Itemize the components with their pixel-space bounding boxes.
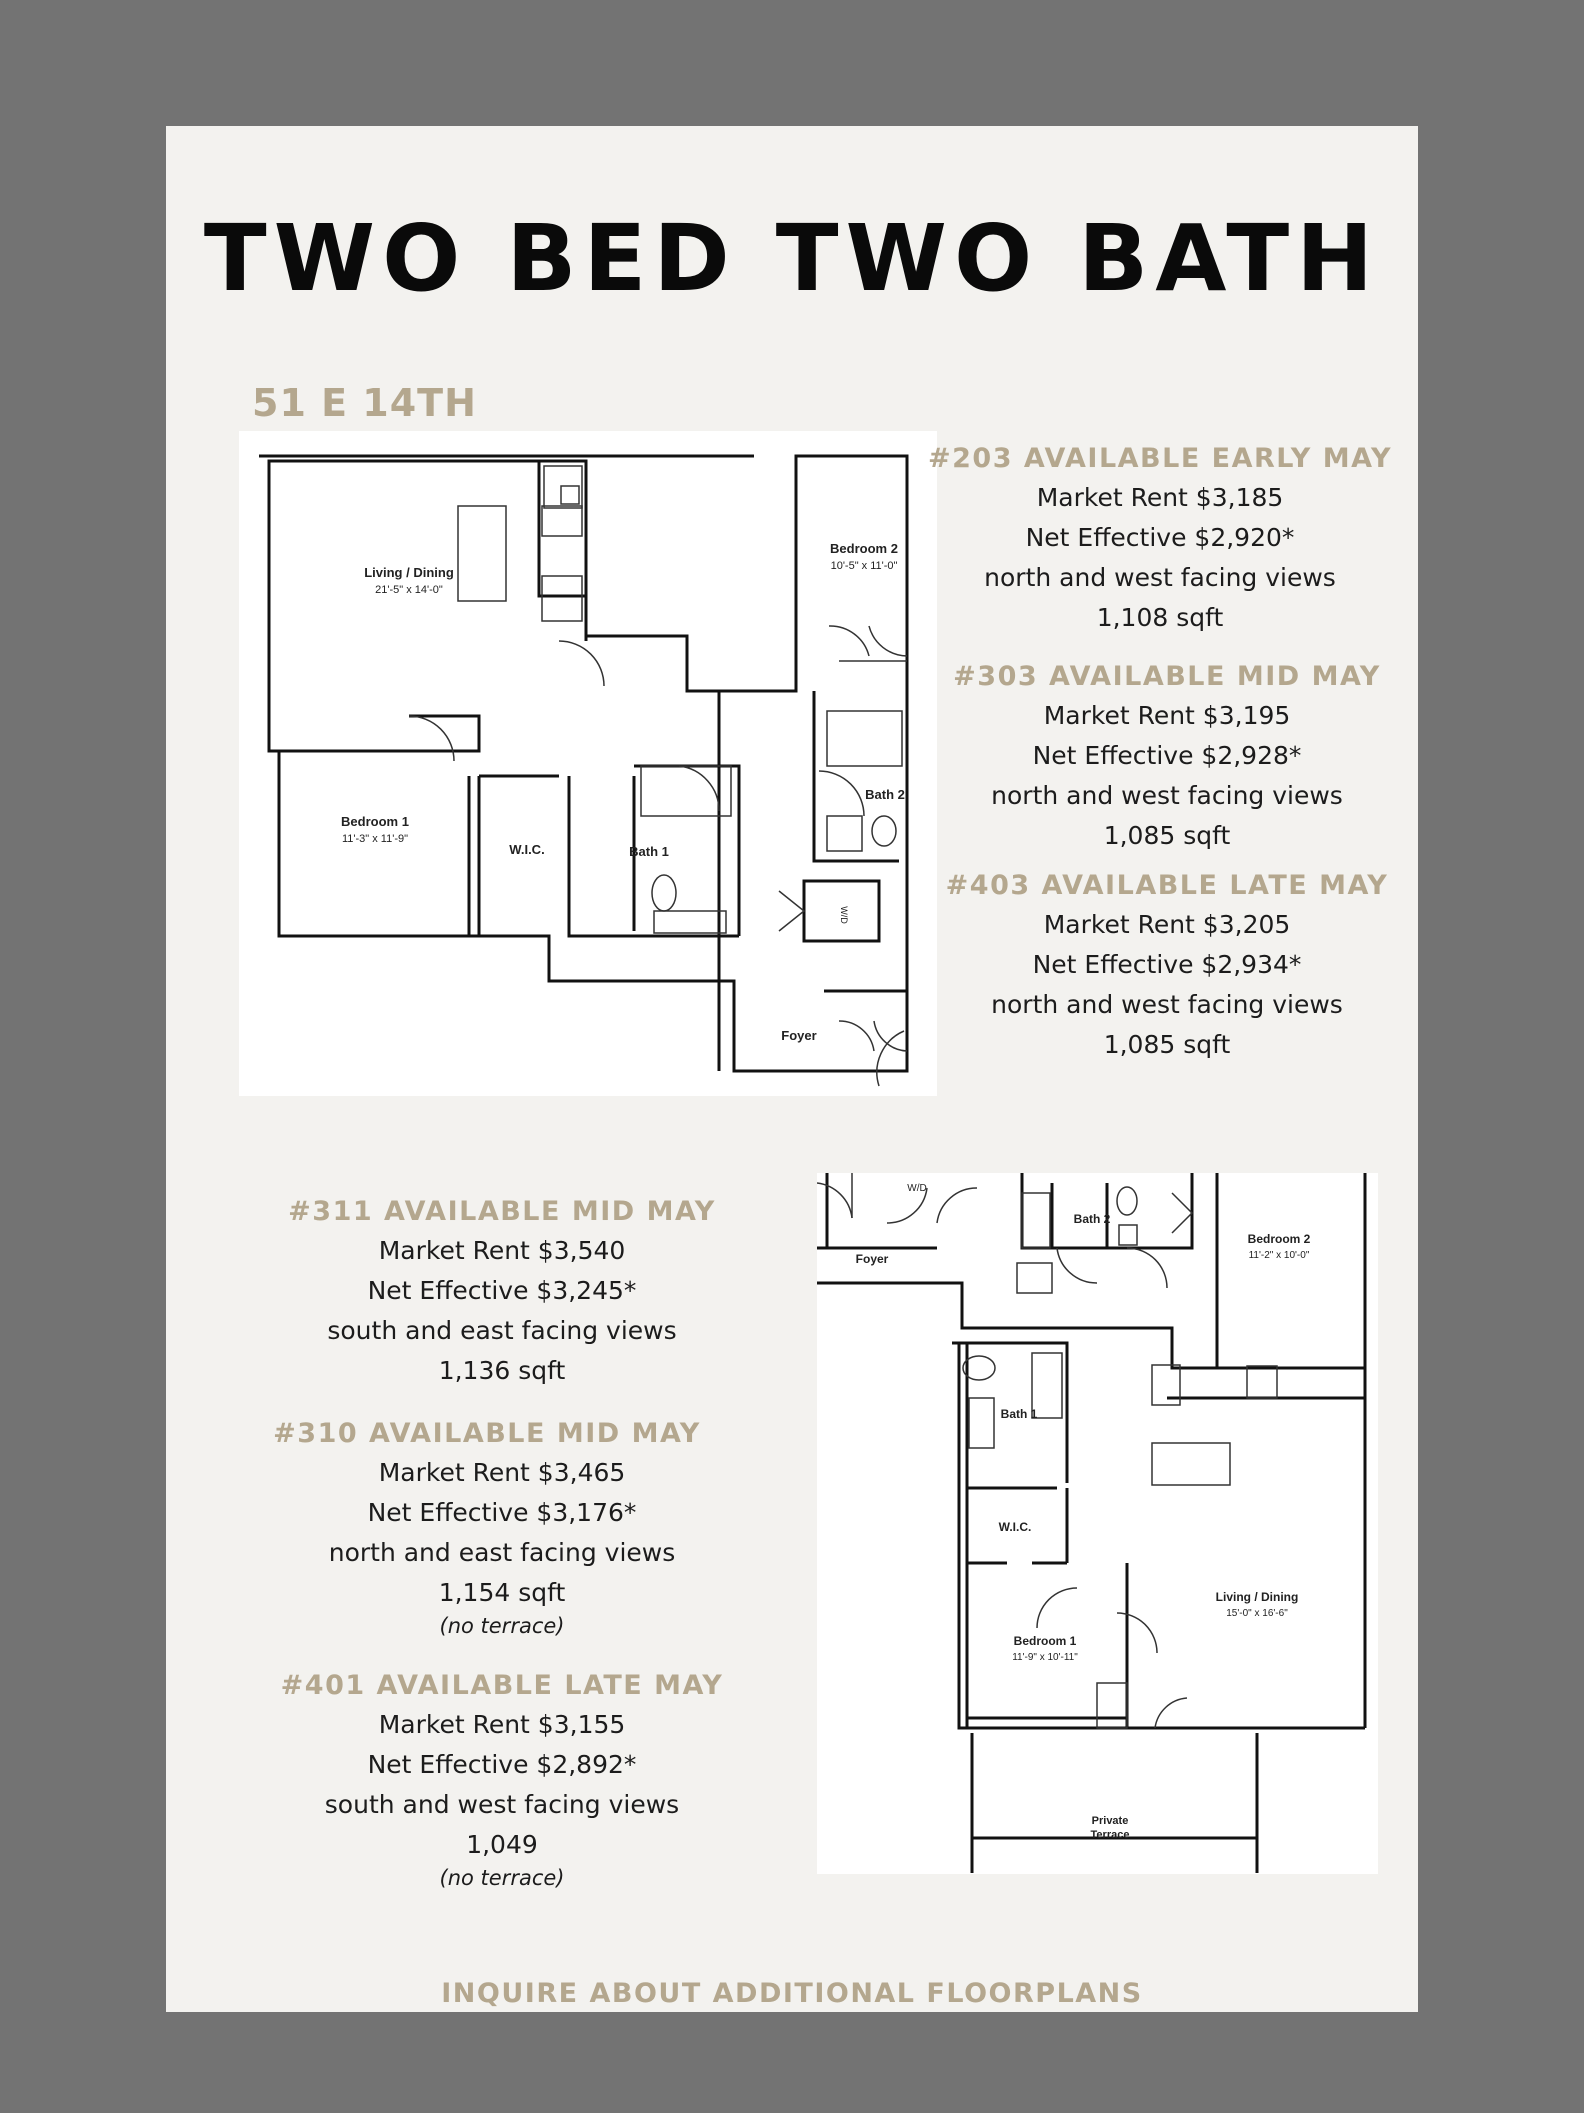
- market-rent: Market Rent $3,185: [1036, 483, 1284, 512]
- building-address: 51 E 14TH: [252, 381, 477, 425]
- listing-header: #401 AVAILABLE LATE MAY: [280, 1670, 724, 1701]
- plan-b-foyer-label: Foyer: [855, 1252, 889, 1266]
- listing-header: #303 AVAILABLE MID MAY: [953, 661, 1381, 692]
- listing-311: [262, 1193, 742, 1391]
- terrace-note: (no terrace): [439, 1866, 565, 1890]
- net-effective: Net Effective $3,245*: [367, 1276, 637, 1305]
- plan-a-living-dim: 21'-5" x 14'-0": [375, 584, 443, 596]
- plan-b-bed2-dim: 11'-2" x 10'-0": [1248, 1250, 1310, 1261]
- net-effective: Net Effective $2,920*: [1025, 523, 1295, 552]
- plan-b-bed1-label: Bedroom 1: [1013, 1634, 1077, 1648]
- listing-303: [907, 658, 1427, 856]
- square-footage: 1,085 sqft: [1103, 1030, 1231, 1059]
- net-effective: Net Effective $2,928*: [1032, 741, 1302, 770]
- views: north and west facing views: [984, 563, 1336, 592]
- plan-a-bath1-label: Bath 1: [629, 844, 669, 859]
- market-rent: Market Rent $3,205: [1043, 910, 1291, 939]
- square-footage: 1,136 sqft: [438, 1356, 566, 1385]
- plan-b-bath1-label: Bath 1: [1000, 1407, 1038, 1421]
- listing-401: [262, 1667, 742, 1891]
- terrace-note: (no terrace): [439, 1614, 565, 1638]
- plan-a-living-label: Living / Dining: [364, 565, 454, 580]
- plan-b-wd-label: W/D: [907, 1183, 927, 1194]
- listing-310: [262, 1415, 742, 1639]
- views: south and west facing views: [324, 1790, 680, 1819]
- views: south and east facing views: [327, 1316, 677, 1345]
- plan-b-bed1-dim: 11'-9" x 10'-11": [1012, 1652, 1078, 1663]
- square-footage: 1,085 sqft: [1103, 821, 1231, 850]
- market-rent: Market Rent $3,195: [1043, 701, 1291, 730]
- plan-b-wic-label: W.I.C.: [998, 1520, 1032, 1534]
- plan-b-living-label: Living / Dining: [1215, 1590, 1299, 1604]
- plan-b-bath2-label: Bath 2: [1073, 1212, 1111, 1226]
- market-rent: Market Rent $3,155: [378, 1710, 626, 1739]
- views: north and east facing views: [328, 1538, 676, 1567]
- footer-cta: INQUIRE ABOUT ADDITIONAL FLOORPLANS: [441, 1978, 1143, 2009]
- plan-b-terrace-label-2: Terrace: [1090, 1829, 1130, 1841]
- plan-a-wd-label: W/D: [839, 906, 849, 924]
- net-effective: Net Effective $2,892*: [367, 1750, 637, 1779]
- market-rent: Market Rent $3,540: [378, 1236, 626, 1265]
- listing-header: #203 AVAILABLE EARLY MAY: [928, 443, 1392, 474]
- plan-a-foyer-label: Foyer: [781, 1028, 817, 1043]
- plan-b-terrace-label-1: Private: [1091, 1815, 1129, 1827]
- listing-403: [907, 867, 1427, 1065]
- plan-a-bed1-dim: 11'-3" x 11'-9": [341, 833, 409, 845]
- plan-a-bath2-label: Bath 2: [865, 787, 905, 802]
- square-footage: 1,108 sqft: [1096, 603, 1224, 632]
- plan-b-living-dim: 15'-0" x 16'-6": [1226, 1608, 1288, 1619]
- listing-header: #310 AVAILABLE MID MAY: [273, 1418, 701, 1449]
- square-footage: 1,154 sqft: [438, 1578, 566, 1607]
- listing-header: #403 AVAILABLE LATE MAY: [945, 870, 1389, 901]
- square-footage: 1,049: [466, 1830, 538, 1859]
- plan-a-bed2-dim: 10'-5" x 11'-0": [830, 560, 898, 572]
- plan-a-bed2-label: Bedroom 2: [830, 541, 898, 556]
- plan-a-wic-label: W.I.C.: [509, 842, 545, 857]
- market-rent: Market Rent $3,465: [378, 1458, 626, 1487]
- floorplan-a: [239, 431, 937, 1096]
- plan-b-bed2-label: Bedroom 2: [1247, 1232, 1311, 1246]
- listing-203: [900, 440, 1420, 638]
- net-effective: Net Effective $3,176*: [367, 1498, 637, 1527]
- page-title: TWO BED TWO BATH: [203, 205, 1381, 312]
- views: north and west facing views: [991, 781, 1343, 810]
- floorplan-b: [817, 1173, 1378, 1874]
- views: north and west facing views: [991, 990, 1343, 1019]
- listing-header: #311 AVAILABLE MID MAY: [288, 1196, 716, 1227]
- kitchen-island: [458, 506, 506, 601]
- plan-a-bed1-label: Bedroom 1: [341, 814, 409, 829]
- net-effective: Net Effective $2,934*: [1032, 950, 1302, 979]
